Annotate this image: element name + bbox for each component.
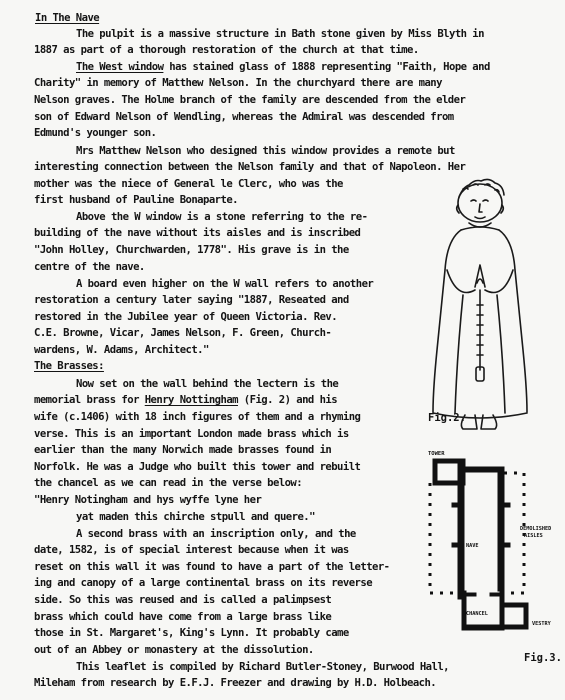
text-line xyxy=(34,393,337,407)
text-line: those in St. Margaret's, King's Lynn. It probably came xyxy=(34,627,349,639)
text-line: The pulpit is a massive structure in Bath stone given by Miss Blyth in xyxy=(76,28,484,40)
fig3-caption: Fig.3. xyxy=(524,652,562,664)
footer-line: This leaflet is compiled by Richard Butler-Stoney, Burwood Hall, xyxy=(76,661,449,673)
text-line: mother was the niece of General le Clerc, who was the xyxy=(34,178,343,190)
text-line: building of the nave without its aisles and is inscribed xyxy=(34,227,361,239)
text-line: date, 1582, is of special interest because when it was xyxy=(34,544,349,556)
text-fragment: (Fig. 2) and his xyxy=(237,394,338,406)
text-line: Nelson graves. The Holme branch of the family are descended from the elder xyxy=(34,94,466,106)
plan-label-chancel: CHANCEL xyxy=(466,611,488,617)
fig2-caption: Fig.2. xyxy=(428,412,466,424)
henry-nottingham-brass-drawing xyxy=(425,175,530,430)
text-line: Norfolk. He was a Judge who built this tower and rebuilt xyxy=(34,461,361,473)
text-line: Mrs Matthew Nelson who designed this window provides a remote but xyxy=(76,145,455,157)
text-line: A second brass with an inscription only, and the xyxy=(76,528,356,540)
text-line: C.E. Browne, Vicar, James Nelson, F. Green, Church- xyxy=(34,327,332,339)
text-line: Above the W window is a stone referring to the re- xyxy=(76,211,368,223)
footer-line: Mileham from research by E.F.J. Freezer and drawing by H.D. Holbeach. xyxy=(34,677,437,689)
text-line: Edmund's younger son. xyxy=(34,127,157,139)
church-ground-plan xyxy=(418,443,558,638)
text-line: wife (c.1406) with 18 inch figures of them and a rhyming xyxy=(34,411,361,423)
text-line: "John Holley, Churchwarden, 1778". His grave is in the xyxy=(34,244,349,256)
text-line: first husband of Pauline Bonaparte. xyxy=(34,194,238,206)
verse-line: yat maden this chirche stpull and quere." xyxy=(76,511,315,523)
text-line: Charity" in memory of Matthew Nelson. In the churchyard there are many xyxy=(34,77,442,89)
text-line: out of an Abbey or monastery at the dissolution. xyxy=(34,644,314,656)
text-line: earlier than the many Norwich made brasses found in xyxy=(34,444,332,456)
plan-label-demolished: DEMOLISHED xyxy=(520,526,552,532)
text-line: restored in the Jubilee year of Queen Victoria. Rev. xyxy=(34,311,338,323)
text-line: restoration a century later saying "1887, Reseated and xyxy=(34,294,349,306)
text-line: A board even higher on the W wall refers to another xyxy=(76,278,374,290)
text-line: interesting connection between the Nelson family and that of Napoleon. Her xyxy=(34,161,466,173)
text-line: 1887 as part of a thorough restoration of the church at that time. xyxy=(34,44,419,56)
heading-in-the-nave: In The Nave xyxy=(35,12,100,24)
henry-nottingham-name: Henry Nottingham xyxy=(144,394,238,406)
text-line: brass which could have come from a large brass like xyxy=(34,611,332,623)
text-line: wardens, W. Adams, Architect." xyxy=(34,344,209,356)
text-line: ing and canopy of a large continental brass on its reverse xyxy=(34,577,373,589)
text-line: reset on this wall it was found to have a part of the letter- xyxy=(34,561,390,573)
west-window-heading: The West window xyxy=(76,61,164,73)
text-line: verse. This is an important London made brass which is xyxy=(34,428,349,440)
text-fragment: has stained glass of 1888 representing "Faith, Hope and xyxy=(163,61,490,73)
plan-label-vestry: VESTRY xyxy=(532,621,551,627)
brasses-heading: The Brasses: xyxy=(34,360,104,372)
plan-label-aisles: AISLES xyxy=(524,533,543,539)
text-line: side. So this was reused and is called a palimpsest xyxy=(34,594,332,606)
text-line: the chancel as we can read in the verse below: xyxy=(34,477,303,489)
text-line: son of Edward Nelson of Wendling, whereas the Admiral was descended from xyxy=(34,111,454,123)
plan-label-nave: NAVE xyxy=(466,543,479,549)
verse-line: "Henry Notingham and hys wyffe lyne her xyxy=(34,494,262,506)
text-fragment: memorial brass for xyxy=(34,394,145,406)
text-line: centre of the nave. xyxy=(34,261,145,273)
plan-label-tower: TOWER xyxy=(428,451,445,457)
text-line: Now set on the wall behind the lectern is the xyxy=(76,378,339,390)
text-line xyxy=(76,60,490,74)
